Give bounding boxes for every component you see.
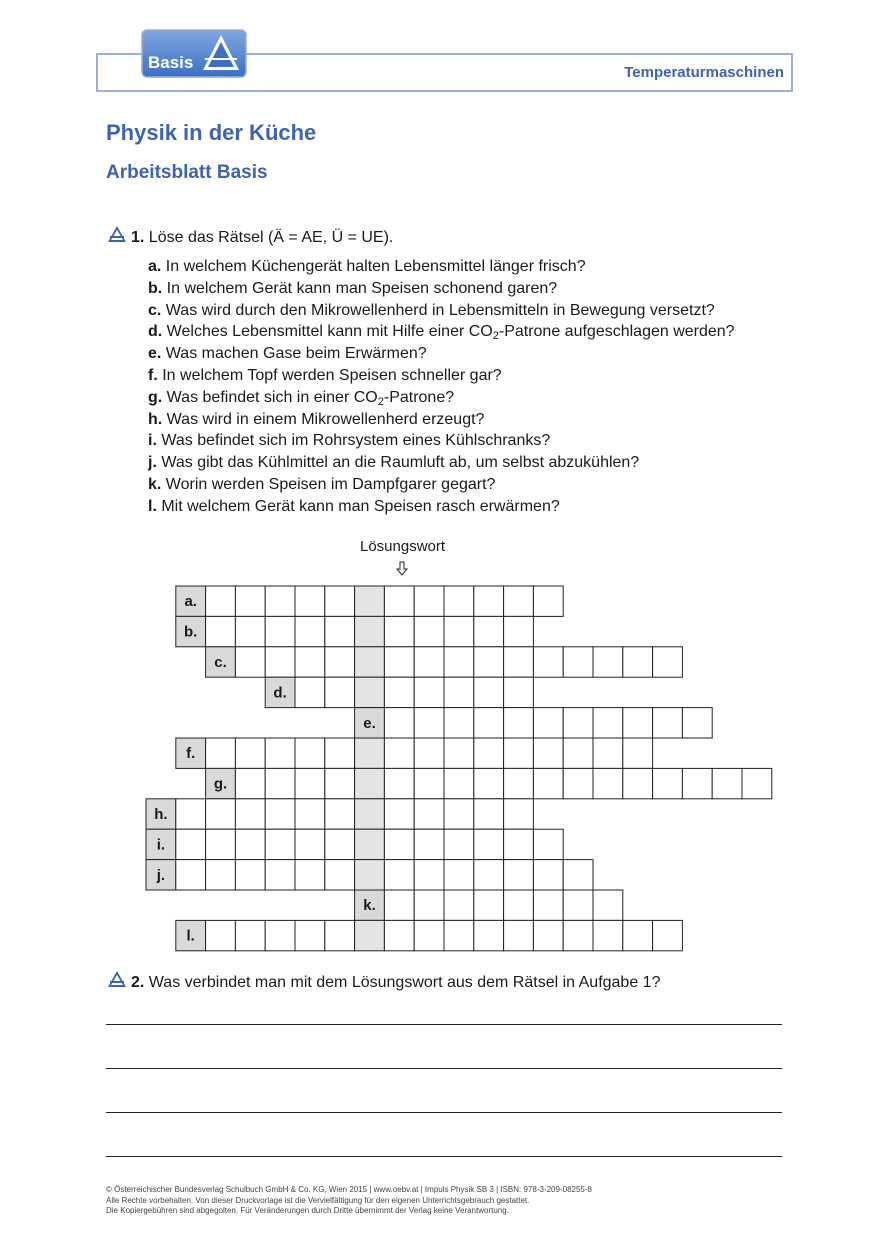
footer	[106, 1185, 592, 1217]
crossword-cell[interactable]	[444, 860, 474, 890]
crossword-cell[interactable]	[325, 829, 355, 859]
crossword-cell[interactable]	[474, 920, 504, 950]
crossword-cell[interactable]	[474, 586, 504, 616]
crossword-cell[interactable]	[504, 677, 534, 707]
crossword-cell[interactable]	[653, 647, 683, 677]
crossword-cell[interactable]	[325, 738, 355, 768]
crossword-cell[interactable]	[444, 799, 474, 829]
question-letter: g.	[148, 388, 163, 406]
crossword-row	[176, 586, 563, 616]
question-text: Was befindet sich in einer CO	[166, 388, 378, 406]
crossword-cell[interactable]	[474, 829, 504, 859]
crossword-cell[interactable]	[474, 768, 504, 798]
crossword-cell[interactable]	[444, 768, 474, 798]
crossword-cell[interactable]	[384, 920, 414, 950]
crossword-cell[interactable]	[563, 860, 593, 890]
answer-line[interactable]	[106, 1112, 782, 1113]
crossword-cell[interactable]	[295, 920, 325, 950]
crossword-cell[interactable]	[414, 768, 444, 798]
crossword-cell[interactable]	[325, 860, 355, 890]
crossword-cell[interactable]	[384, 647, 414, 677]
page-title: Physik in der Küche	[106, 120, 317, 145]
crossword-row	[206, 647, 683, 677]
question-subscript: 2	[377, 395, 384, 408]
question-text: In welchem Topf werden Speisen schneller gar?	[162, 366, 502, 384]
crossword-cell[interactable]	[504, 829, 534, 859]
crossword-label: a.	[184, 593, 197, 611]
crossword-cell[interactable]	[206, 920, 236, 950]
crossword-cell[interactable]	[504, 799, 534, 829]
question-text: Was wird durch den Mikrowellenherd in Lebensmitteln in Bewegung versetzt?	[165, 301, 715, 319]
crossword-row	[146, 860, 593, 890]
crossword-cell[interactable]	[265, 860, 295, 890]
crossword-cell[interactable]	[653, 920, 683, 950]
crossword-cell[interactable]	[235, 647, 265, 677]
crossword-cell[interactable]	[444, 738, 474, 768]
crossword-cell[interactable]	[295, 647, 325, 677]
section-title: Temperaturmaschinen	[624, 64, 784, 81]
crossword-cell[interactable]	[474, 890, 504, 920]
crossword-cell[interactable]	[384, 708, 414, 738]
crossword-cell[interactable]	[235, 920, 265, 950]
crossword-cell[interactable]	[444, 920, 474, 950]
crossword-solution-cell[interactable]	[355, 616, 385, 646]
crossword-cell[interactable]	[325, 920, 355, 950]
crossword-cell[interactable]	[593, 920, 623, 950]
crossword-cell[interactable]	[206, 738, 236, 768]
crossword-cell[interactable]	[384, 677, 414, 707]
crossword-label: d.	[273, 684, 287, 702]
task-1-text: Löse das Rätsel (Ä = AE, Ü = UE).	[148, 229, 394, 246]
crossword-row	[265, 677, 533, 707]
crossword-cell[interactable]	[206, 616, 236, 646]
crossword-cell[interactable]	[414, 920, 444, 950]
crossword-cell[interactable]	[504, 890, 534, 920]
crossword-cell[interactable]	[504, 768, 534, 798]
footer-copyright: © Österreichischer Bundesverlag Schulbuch GmbH & Co. KG, Wien 2015 | www.oebv.at | Impuls Physik SB 3 | ISBN: 978-3-209-08255-8	[106, 1185, 592, 1194]
crossword-cell[interactable]	[444, 647, 474, 677]
question-text: Was machen Gase beim Erwärmen?	[165, 345, 427, 363]
crossword-cell[interactable]	[563, 890, 593, 920]
question-letter: d.	[148, 323, 163, 341]
question-letter: c.	[148, 301, 162, 319]
crossword-cell[interactable]	[235, 768, 265, 798]
crossword-solution-cell[interactable]	[355, 829, 385, 859]
crossword-label: k.	[363, 897, 376, 915]
crossword-solution-cell[interactable]	[355, 586, 385, 616]
question-letter: j.	[148, 454, 157, 472]
crossword-row	[146, 799, 533, 829]
crossword-cell[interactable]	[206, 860, 236, 890]
crossword-cell[interactable]	[235, 799, 265, 829]
crossword-cell[interactable]	[235, 860, 265, 890]
crossword-cell[interactable]	[384, 890, 414, 920]
answer-line[interactable]	[106, 1068, 782, 1069]
crossword-cell[interactable]	[444, 586, 474, 616]
crossword-cell[interactable]	[414, 860, 444, 890]
crossword-cell[interactable]	[504, 616, 534, 646]
question-letter: e.	[148, 345, 162, 363]
crossword-cell[interactable]	[533, 738, 563, 768]
crossword-cell[interactable]	[235, 829, 265, 859]
crossword-cell[interactable]	[325, 647, 355, 677]
crossword-cell[interactable]	[265, 586, 295, 616]
crossword-cell[interactable]	[504, 860, 534, 890]
crossword-cell[interactable]	[444, 677, 474, 707]
crossword-label: c.	[214, 654, 227, 671]
crossword-cell[interactable]	[235, 586, 265, 616]
answer-line[interactable]	[106, 1156, 782, 1157]
crossword-cell[interactable]	[444, 616, 474, 646]
crossword-solution-cell[interactable]	[355, 860, 385, 890]
crossword-cell[interactable]	[414, 586, 444, 616]
crossword-cell[interactable]	[265, 829, 295, 859]
crossword-cell[interactable]	[265, 799, 295, 829]
crossword-cell[interactable]	[206, 799, 236, 829]
crossword-cell[interactable]	[384, 768, 414, 798]
question-text: Welches Lebensmittel kann mit Hilfe einer CO	[166, 323, 493, 341]
crossword-cell[interactable]	[533, 920, 563, 950]
crossword-cell[interactable]	[563, 647, 593, 677]
crossword-cell[interactable]	[474, 738, 504, 768]
solution-word-label: Lösungswort	[360, 538, 446, 555]
crossword-cell[interactable]	[384, 799, 414, 829]
question-letter: b.	[148, 279, 163, 297]
crossword-cell[interactable]	[593, 890, 623, 920]
crossword-label: j.	[156, 866, 166, 884]
crossword-cell[interactable]	[504, 708, 534, 738]
crossword-cell[interactable]	[533, 647, 563, 677]
crossword-cell[interactable]	[563, 708, 593, 738]
crossword-cell[interactable]	[533, 708, 563, 738]
crossword-cell[interactable]	[295, 586, 325, 616]
crossword-cell[interactable]	[265, 616, 295, 646]
crossword-cell[interactable]	[384, 738, 414, 768]
crossword-cell[interactable]	[533, 860, 563, 890]
question-text: In welchem Küchengerät halten Lebensmittel länger frisch?	[165, 258, 586, 275]
crossword-cell[interactable]	[295, 738, 325, 768]
page-subtitle: Arbeitsblatt Basis	[106, 162, 268, 183]
footer-rights: Alle Rechte vorbehalten. Von dieser Druckvorlage ist die Vervielfältigung für den eigenen Unterrichtsgebrauch gestattet.	[106, 1195, 530, 1205]
question-text: Was befindet sich im Rohrsystem eines Kühlschranks?	[161, 432, 551, 450]
crossword-cell[interactable]	[414, 616, 444, 646]
task-2	[131, 974, 660, 992]
crossword-cell[interactable]	[533, 586, 563, 616]
crossword-cell[interactable]	[444, 708, 474, 738]
crossword-cell[interactable]	[504, 738, 534, 768]
crossword-cell[interactable]	[206, 586, 236, 616]
crossword-cell[interactable]	[235, 616, 265, 646]
logo-text: Basis	[148, 53, 194, 72]
crossword-cell[interactable]	[384, 860, 414, 890]
crossword-cell[interactable]	[414, 738, 444, 768]
question-text: Was wird in einem Mikrowellenherd erzeugt?	[166, 410, 485, 428]
question-letter: i.	[148, 432, 157, 450]
crossword-cell[interactable]	[265, 647, 295, 677]
question-text: Mit welchem Gerät kann man Speisen rasch erwärmen?	[161, 497, 560, 515]
question-letter: a.	[148, 258, 162, 275]
crossword-cell[interactable]	[414, 890, 444, 920]
crossword-label: f.	[186, 745, 196, 763]
crossword-cell[interactable]	[206, 829, 236, 859]
task-2-text: Was verbindet man mit dem Lösungswort aus dem Rätsel in Aufgabe 1?	[148, 974, 661, 991]
crossword-cell[interactable]	[235, 738, 265, 768]
crossword-cell[interactable]	[265, 920, 295, 950]
crossword-solution-cell[interactable]	[355, 738, 385, 768]
crossword-label: l.	[186, 927, 195, 945]
crossword-cell[interactable]	[325, 586, 355, 616]
question-letter: l.	[148, 497, 157, 515]
crossword-cell[interactable]	[623, 647, 653, 677]
crossword-label: i.	[156, 836, 166, 854]
crossword-row	[355, 708, 713, 738]
crossword-cell[interactable]	[563, 768, 593, 798]
crossword-solution-cell[interactable]	[355, 677, 385, 707]
crossword-cell[interactable]	[593, 647, 623, 677]
crossword-cell[interactable]	[295, 860, 325, 890]
crossword-cell[interactable]	[265, 768, 295, 798]
crossword-cell[interactable]	[414, 799, 444, 829]
crossword-cell[interactable]	[325, 677, 355, 707]
crossword-cell[interactable]	[176, 829, 206, 859]
crossword-cell[interactable]	[504, 586, 534, 616]
crossword-cell[interactable]	[444, 890, 474, 920]
question-text: Worin werden Speisen im Dampfgarer gegart?	[165, 475, 496, 493]
crossword-cell[interactable]	[593, 708, 623, 738]
question-text-end: -Patrone?	[383, 388, 455, 406]
crossword-cell[interactable]	[444, 829, 474, 859]
crossword-cell[interactable]	[504, 920, 534, 950]
crossword-cell[interactable]	[414, 829, 444, 859]
question-text: Was gibt das Kühlmittel an die Raumluft ab, um selbst abzukühlen?	[161, 454, 640, 472]
crossword-label: g.	[213, 775, 228, 793]
crossword-cell[interactable]	[176, 860, 206, 890]
crossword-cell[interactable]	[533, 829, 563, 859]
crossword-cell[interactable]	[325, 768, 355, 798]
question-subscript: 2	[492, 330, 499, 343]
crossword-cell[interactable]	[176, 799, 206, 829]
crossword-cell[interactable]	[325, 616, 355, 646]
crossword-cell[interactable]	[295, 799, 325, 829]
crossword-cell[interactable]	[414, 708, 444, 738]
crossword-cell[interactable]	[384, 829, 414, 859]
crossword-solution-cell[interactable]	[355, 920, 385, 950]
crossword-row	[146, 829, 563, 859]
crossword-row	[355, 890, 623, 920]
crossword-row	[176, 616, 534, 646]
crossword-cell[interactable]	[474, 860, 504, 890]
question-letter: h.	[148, 410, 163, 428]
crossword-cell[interactable]	[682, 768, 712, 798]
crossword-cell[interactable]	[265, 738, 295, 768]
crossword-solution-cell[interactable]	[355, 647, 385, 677]
crossword-cell[interactable]	[414, 647, 444, 677]
crossword-cell[interactable]	[295, 829, 325, 859]
crossword-cell[interactable]	[682, 708, 712, 738]
crossword-cell[interactable]	[623, 768, 653, 798]
footer-fees: Die Kopiergebühren sind abgegolten. Für Veränderungen durch Dritte übernimmt der Verlag keine Verantwortung.	[106, 1206, 509, 1215]
question-letter: k.	[148, 475, 162, 493]
crossword-cell[interactable]	[623, 920, 653, 950]
crossword-row	[206, 768, 772, 798]
crossword-cell[interactable]	[295, 616, 325, 646]
crossword-cell[interactable]	[504, 647, 534, 677]
crossword-cell[interactable]	[325, 799, 355, 829]
question-letter: f.	[148, 366, 158, 384]
crossword-cell[interactable]	[593, 768, 623, 798]
crossword-row	[176, 920, 683, 950]
task-1-number: 1.	[131, 229, 145, 246]
crossword-cell[interactable]	[474, 616, 504, 646]
crossword-cell[interactable]	[593, 738, 623, 768]
question-text: In welchem Gerät kann man Speisen schonend garen?	[166, 279, 558, 297]
crossword-cell[interactable]	[295, 677, 325, 707]
crossword-cell[interactable]	[474, 708, 504, 738]
crossword-cell[interactable]	[563, 738, 593, 768]
crossword-cell[interactable]	[653, 768, 683, 798]
question-text-end: -Patrone aufgeschlagen werden?	[498, 323, 735, 341]
task-2-number: 2.	[131, 974, 145, 991]
crossword-cell[interactable]	[563, 920, 593, 950]
crossword-row	[176, 738, 653, 768]
crossword-cell[interactable]	[474, 677, 504, 707]
crossword-cell[interactable]	[414, 677, 444, 707]
crossword-cell[interactable]	[533, 890, 563, 920]
crossword-cell[interactable]	[533, 768, 563, 798]
crossword-cell[interactable]	[384, 616, 414, 646]
crossword-cell[interactable]	[623, 708, 653, 738]
crossword-label: b.	[184, 623, 198, 641]
crossword-cell[interactable]	[384, 586, 414, 616]
crossword-solution-cell[interactable]	[355, 768, 385, 798]
crossword-cell[interactable]	[712, 768, 742, 798]
crossword-solution-cell[interactable]	[355, 799, 385, 829]
crossword-cell[interactable]	[295, 768, 325, 798]
crossword-cell[interactable]	[474, 799, 504, 829]
crossword-cell[interactable]	[653, 708, 683, 738]
crossword-cell[interactable]	[742, 768, 772, 798]
crossword-label: e.	[363, 714, 376, 732]
crossword-cell[interactable]	[623, 738, 653, 768]
answer-line[interactable]	[106, 1024, 782, 1025]
crossword-cell[interactable]	[474, 647, 504, 677]
crossword-label: h.	[154, 806, 168, 823]
basis-level-icon	[107, 970, 127, 988]
